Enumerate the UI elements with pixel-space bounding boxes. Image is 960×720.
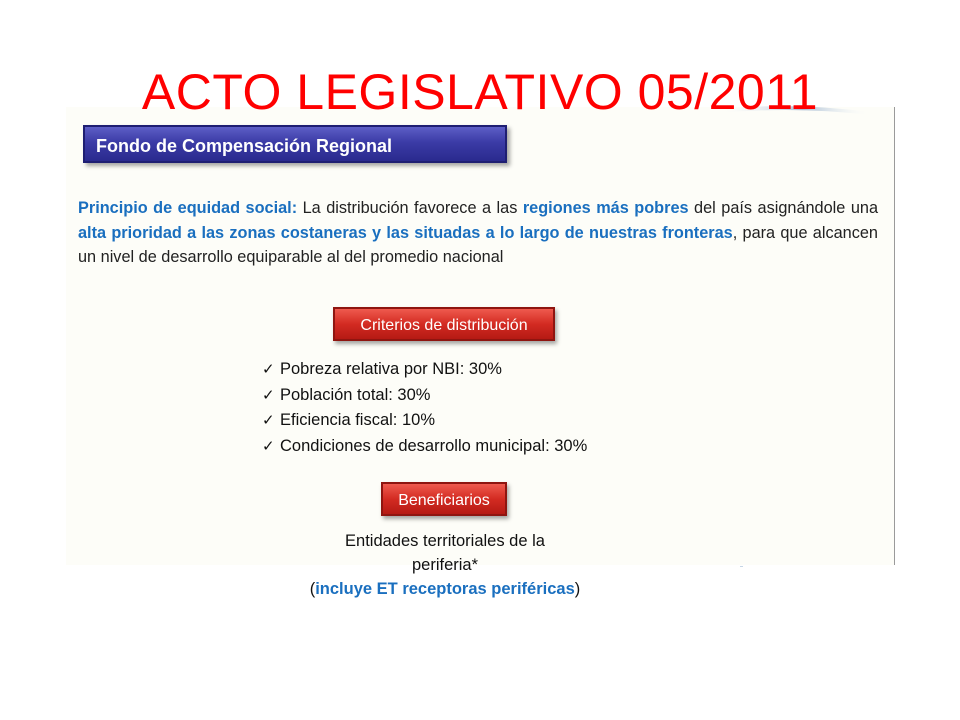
principle-paragraph xyxy=(78,196,878,270)
check-icon: ✓ xyxy=(262,411,275,429)
beneficiaries-line-1: Entidades territoriales de la xyxy=(345,532,545,550)
principle-label: Principio de equidad social: xyxy=(78,199,298,217)
close-paren: ) xyxy=(574,580,581,598)
fund-section-header: Fondo de Compensación Regional xyxy=(83,125,507,163)
beneficiaries-line-2: periferia* xyxy=(411,556,479,574)
criteria-section-header: Criterios de distribución xyxy=(333,307,555,341)
principle-text-3: , para que alcancen un nivel de desarrollo equiparable al del promedio nacional xyxy=(78,223,878,266)
list-item xyxy=(262,357,587,383)
criteria-item-label: Eficiencia fiscal: 10% xyxy=(280,411,435,429)
decorative-mark xyxy=(740,566,743,567)
slide-title: ACTO LEGISLATIVO 05/2011 xyxy=(141,64,819,120)
list-item xyxy=(262,408,587,434)
open-paren: ( xyxy=(309,580,316,598)
beneficiaries-text xyxy=(270,529,620,601)
check-icon: ✓ xyxy=(262,360,275,378)
beneficiaries-note: incluye ET receptoras periféricas xyxy=(315,580,575,598)
beneficiaries-section-header: Beneficiarios xyxy=(381,482,507,516)
list-item xyxy=(262,434,587,460)
beneficiaries-line-3 xyxy=(270,577,620,601)
criteria-item-label: Población total: 30% xyxy=(280,385,431,404)
check-icon: ✓ xyxy=(262,385,275,404)
principle-highlight-2: alta prioridad a las zonas costaneras y las situadas a lo largo de nuestras fronteras xyxy=(78,223,733,242)
criteria-list xyxy=(262,357,587,459)
list-item xyxy=(262,383,587,409)
principle-highlight-1: regiones más pobres xyxy=(522,199,689,217)
criteria-item-label: Condiciones de desarrollo municipal: 30% xyxy=(280,436,588,455)
criteria-item-label: Pobreza relativa por NBI: 30% xyxy=(280,360,502,378)
check-icon: ✓ xyxy=(262,436,275,455)
principle-text-2: del país asignándole una xyxy=(688,199,878,217)
principle-text-1: La distribución favorece a las xyxy=(297,199,523,217)
